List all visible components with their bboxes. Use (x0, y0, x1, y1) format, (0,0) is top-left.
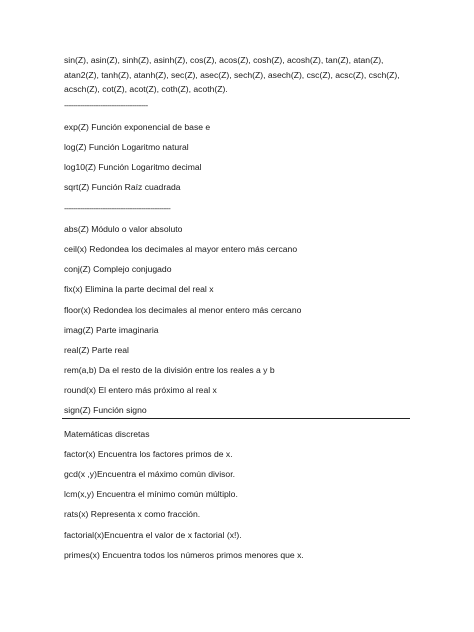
line-factorial: factorial(x)Encuentra el valor de x factorial (x!). (64, 530, 242, 540)
line-floor: floor(x) Redondea los decimales al menor entero más cercano (64, 305, 302, 315)
line-real: real(Z) Parte real (64, 345, 129, 355)
line-gcd: gcd(x ,y)Encuentra el máximo común divisor. (64, 469, 235, 479)
trig-functions-paragraph: sin(Z), asin(Z), sinh(Z), asinh(Z), cos(Z), acos(Z), cosh(Z), acosh(Z), tan(Z), atan(Z), atan2(Z), tanh(Z), atanh(Z), sec(Z), asec(Z), sech(Z), asech(Z), csc(Z), acsc(Z), csch(Z), acsch(Z), cot(Z), acot(Z), coth(Z), acoth(Z). (64, 55, 400, 94)
line-sqrt: sqrt(Z) Función Raíz cuadrada (64, 182, 181, 192)
separator-line-2: ----------------------------------------------- (64, 203, 171, 213)
line-exp: exp(Z) Función exponencial de base e (64, 122, 211, 132)
line-rem: rem(a,b) Da el resto de la división entre los reales a y b (64, 365, 275, 375)
discrete-math-heading: Matemáticas discretas (64, 429, 150, 439)
horizontal-rule (62, 418, 410, 419)
line-log: log(Z) Función Logaritmo natural (64, 142, 189, 152)
line-rats: rats(x) Representa x como fracción. (64, 509, 201, 519)
line-imag: imag(Z) Parte imaginaria (64, 325, 159, 335)
line-ceil: ceil(x) Redondea los decimales al mayor entero más cercano (64, 244, 298, 254)
line-round: round(x) El entero más próximo al real x (64, 385, 217, 395)
line-sign: sign(Z) Función signo (64, 405, 147, 415)
line-log10: log10(Z) Función Logaritmo decimal (64, 162, 202, 172)
separator-line-1: ------------------------------------- (64, 100, 148, 110)
line-abs: abs(Z) Módulo o valor absoluto (64, 224, 183, 234)
line-fix: fix(x) Elimina la parte decimal del real x (64, 284, 214, 294)
line-conj: conj(Z) Complejo conjugado (64, 264, 172, 274)
line-factor: factor(x) Encuentra los factores primos de x. (64, 449, 233, 459)
line-primes: primes(x) Encuentra todos los números primos menores que x. (64, 550, 304, 560)
line-lcm: lcm(x,y) Encuentra el mínimo común múltiplo. (64, 489, 238, 499)
